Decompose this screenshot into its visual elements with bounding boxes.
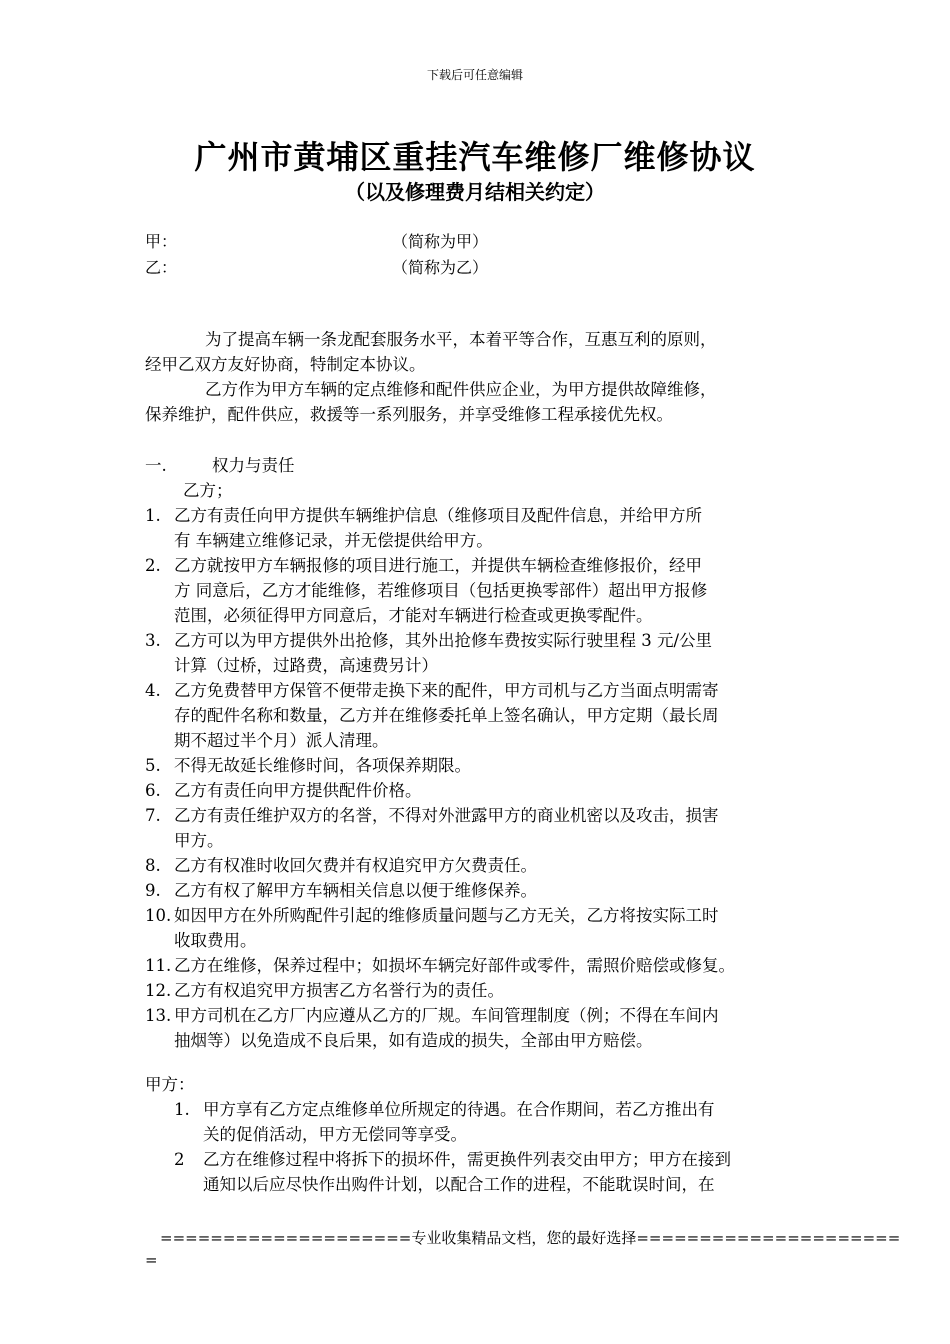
list-item-number: 10. (145, 906, 172, 925)
footer-line-tail: = (145, 1251, 158, 1269)
list-item-text: 乙方可以为甲方提供外出抢修，其外出抢修车费按实际行驶里程 3 元/公里 (174, 631, 713, 650)
party-a-label: 甲： (145, 232, 178, 251)
list-item-text: 乙方就按甲方车辆报修的项目进行施工，并提供车辆检查维修报价，经甲 (174, 556, 702, 575)
footer-line: ====================专业收集精品文档，您的最好选择===================== (160, 1229, 901, 1247)
list-item-number: 8. (145, 856, 161, 875)
list-item-number: 9. (145, 881, 161, 900)
page-footer (145, 1227, 900, 1271)
list-item-text: 乙方在维修，保养过程中；如损坏车辆完好部件或零件，需照价赔偿或修复。 (174, 956, 735, 975)
list-item-text: 乙方在维修过程中将拆下的损坏件，需更换件列表交由甲方；甲方在接到 (203, 1150, 731, 1169)
list-item-number: 11. (145, 956, 172, 975)
section-number: 一. (145, 456, 167, 475)
list-item-text: 乙方有权追究甲方损害乙方名誉行为的责任。 (174, 981, 504, 1000)
list-item-text: 甲方司机在乙方厂内应遵从乙方的厂规。车间管理制度（例；不得在车间内 (174, 1006, 719, 1025)
list-item-text: 通知以后应尽快作出购件计划，以配合工作的进程，不能耽误时间，在 (203, 1175, 715, 1194)
list-item-text: 乙方有责任向甲方提供车辆维护信息（维修项目及配件信息，并给甲方所 (174, 506, 702, 525)
list-item-text: 有 车辆建立维修记录，并无偿提供给甲方。 (174, 531, 493, 550)
list-item-text: 关的促俏活动，甲方无偿同等享受。 (203, 1125, 467, 1144)
party-b-heading: 乙方； (183, 481, 233, 500)
party-a-line (145, 229, 489, 252)
intro-paragraph-line: 保养维护，配件供应，救援等一系列服务，并享受维修工程承接优先权。 (145, 405, 673, 424)
list-item-text: 乙方有权准时收回欠费并有权追究甲方欠费责任。 (174, 856, 537, 875)
list-item-number: 5. (145, 756, 161, 775)
list-item-text: 范围，必须征得甲方同意后，才能对车辆进行检查或更换零配件。 (174, 606, 653, 625)
intro-paragraph-line: 为了提高车辆一条龙配套服务水平，本着平等合作，互惠互利的原则， (205, 330, 717, 349)
list-item-text: 抽烟等）以免造成不良后果，如有造成的损失，全部由甲方赔偿。 (174, 1031, 653, 1050)
list-item-text: 乙方有责任向甲方提供配件价格。 (174, 781, 422, 800)
list-item-number: 1. (174, 1100, 190, 1119)
list-item-text: 期不超过半个月）派人清理。 (174, 731, 389, 750)
list-item-number: 6. (145, 781, 161, 800)
section-title: 权力与责任 (212, 456, 295, 475)
party-b-line (145, 255, 489, 278)
list-item-number: 2. (145, 556, 161, 575)
list-item-number: 2 (174, 1150, 185, 1169)
list-item-text: 如因甲方在外所购配件引起的维修质量问题与乙方无关，乙方将按实际工时 (174, 906, 719, 925)
intro-paragraph-line: 经甲乙双方友好协商，特制定本协议。 (145, 355, 426, 374)
party-a-note: （简称为甲） (392, 232, 489, 251)
list-item-text: 甲方享有乙方定点维修单位所规定的待遇。在合作期间，若乙方推出有 (203, 1100, 715, 1119)
list-item-text: 乙方有权了解甲方车辆相关信息以便于维修保养。 (174, 881, 537, 900)
list-item-number: 1. (145, 506, 161, 525)
intro-paragraph-line: 乙方作为甲方车辆的定点维修和配件供应企业，为甲方提供故障维修， (205, 380, 717, 399)
list-item-text: 存的配件名称和数量，乙方并在维修委托单上签名确认，甲方定期（最长周 (174, 706, 719, 725)
list-item-text: 不得无故延长维修时间，各项保养期限。 (174, 756, 471, 775)
list-item-number: 12. (145, 981, 172, 1000)
list-item-text: 乙方有责任维护双方的名誉，不得对外泄露甲方的商业机密以及攻击，损害 (174, 806, 719, 825)
list-item-number: 7. (145, 806, 161, 825)
party-a-heading: 甲方： (145, 1075, 195, 1094)
list-item-text: 计算（过桥，过路费，高速费另计） (174, 656, 438, 675)
list-item-text: 方 同意后，乙方才能维修，若维修项目（包括更换零部件）超出甲方报修 (174, 581, 708, 600)
document-subtitle: （以及修理费月结相关约定） (345, 180, 605, 204)
list-item-number: 13. (145, 1006, 172, 1025)
header-note: 下载后可任意编辑 (426, 68, 523, 82)
list-item-text: 乙方免费替甲方保管不便带走换下来的配件，甲方司机与乙方当面点明需寄 (174, 681, 719, 700)
list-item-number: 4. (145, 681, 161, 700)
party-b-note: （简称为乙） (392, 258, 489, 277)
party-b-label: 乙： (145, 258, 178, 277)
list-item-text: 甲方。 (174, 831, 224, 850)
document-title: 广州市黄埔区重挂汽车维修厂维修协议 (194, 138, 756, 176)
list-item-text: 收取费用。 (174, 931, 257, 950)
list-item-number: 3. (145, 631, 161, 650)
